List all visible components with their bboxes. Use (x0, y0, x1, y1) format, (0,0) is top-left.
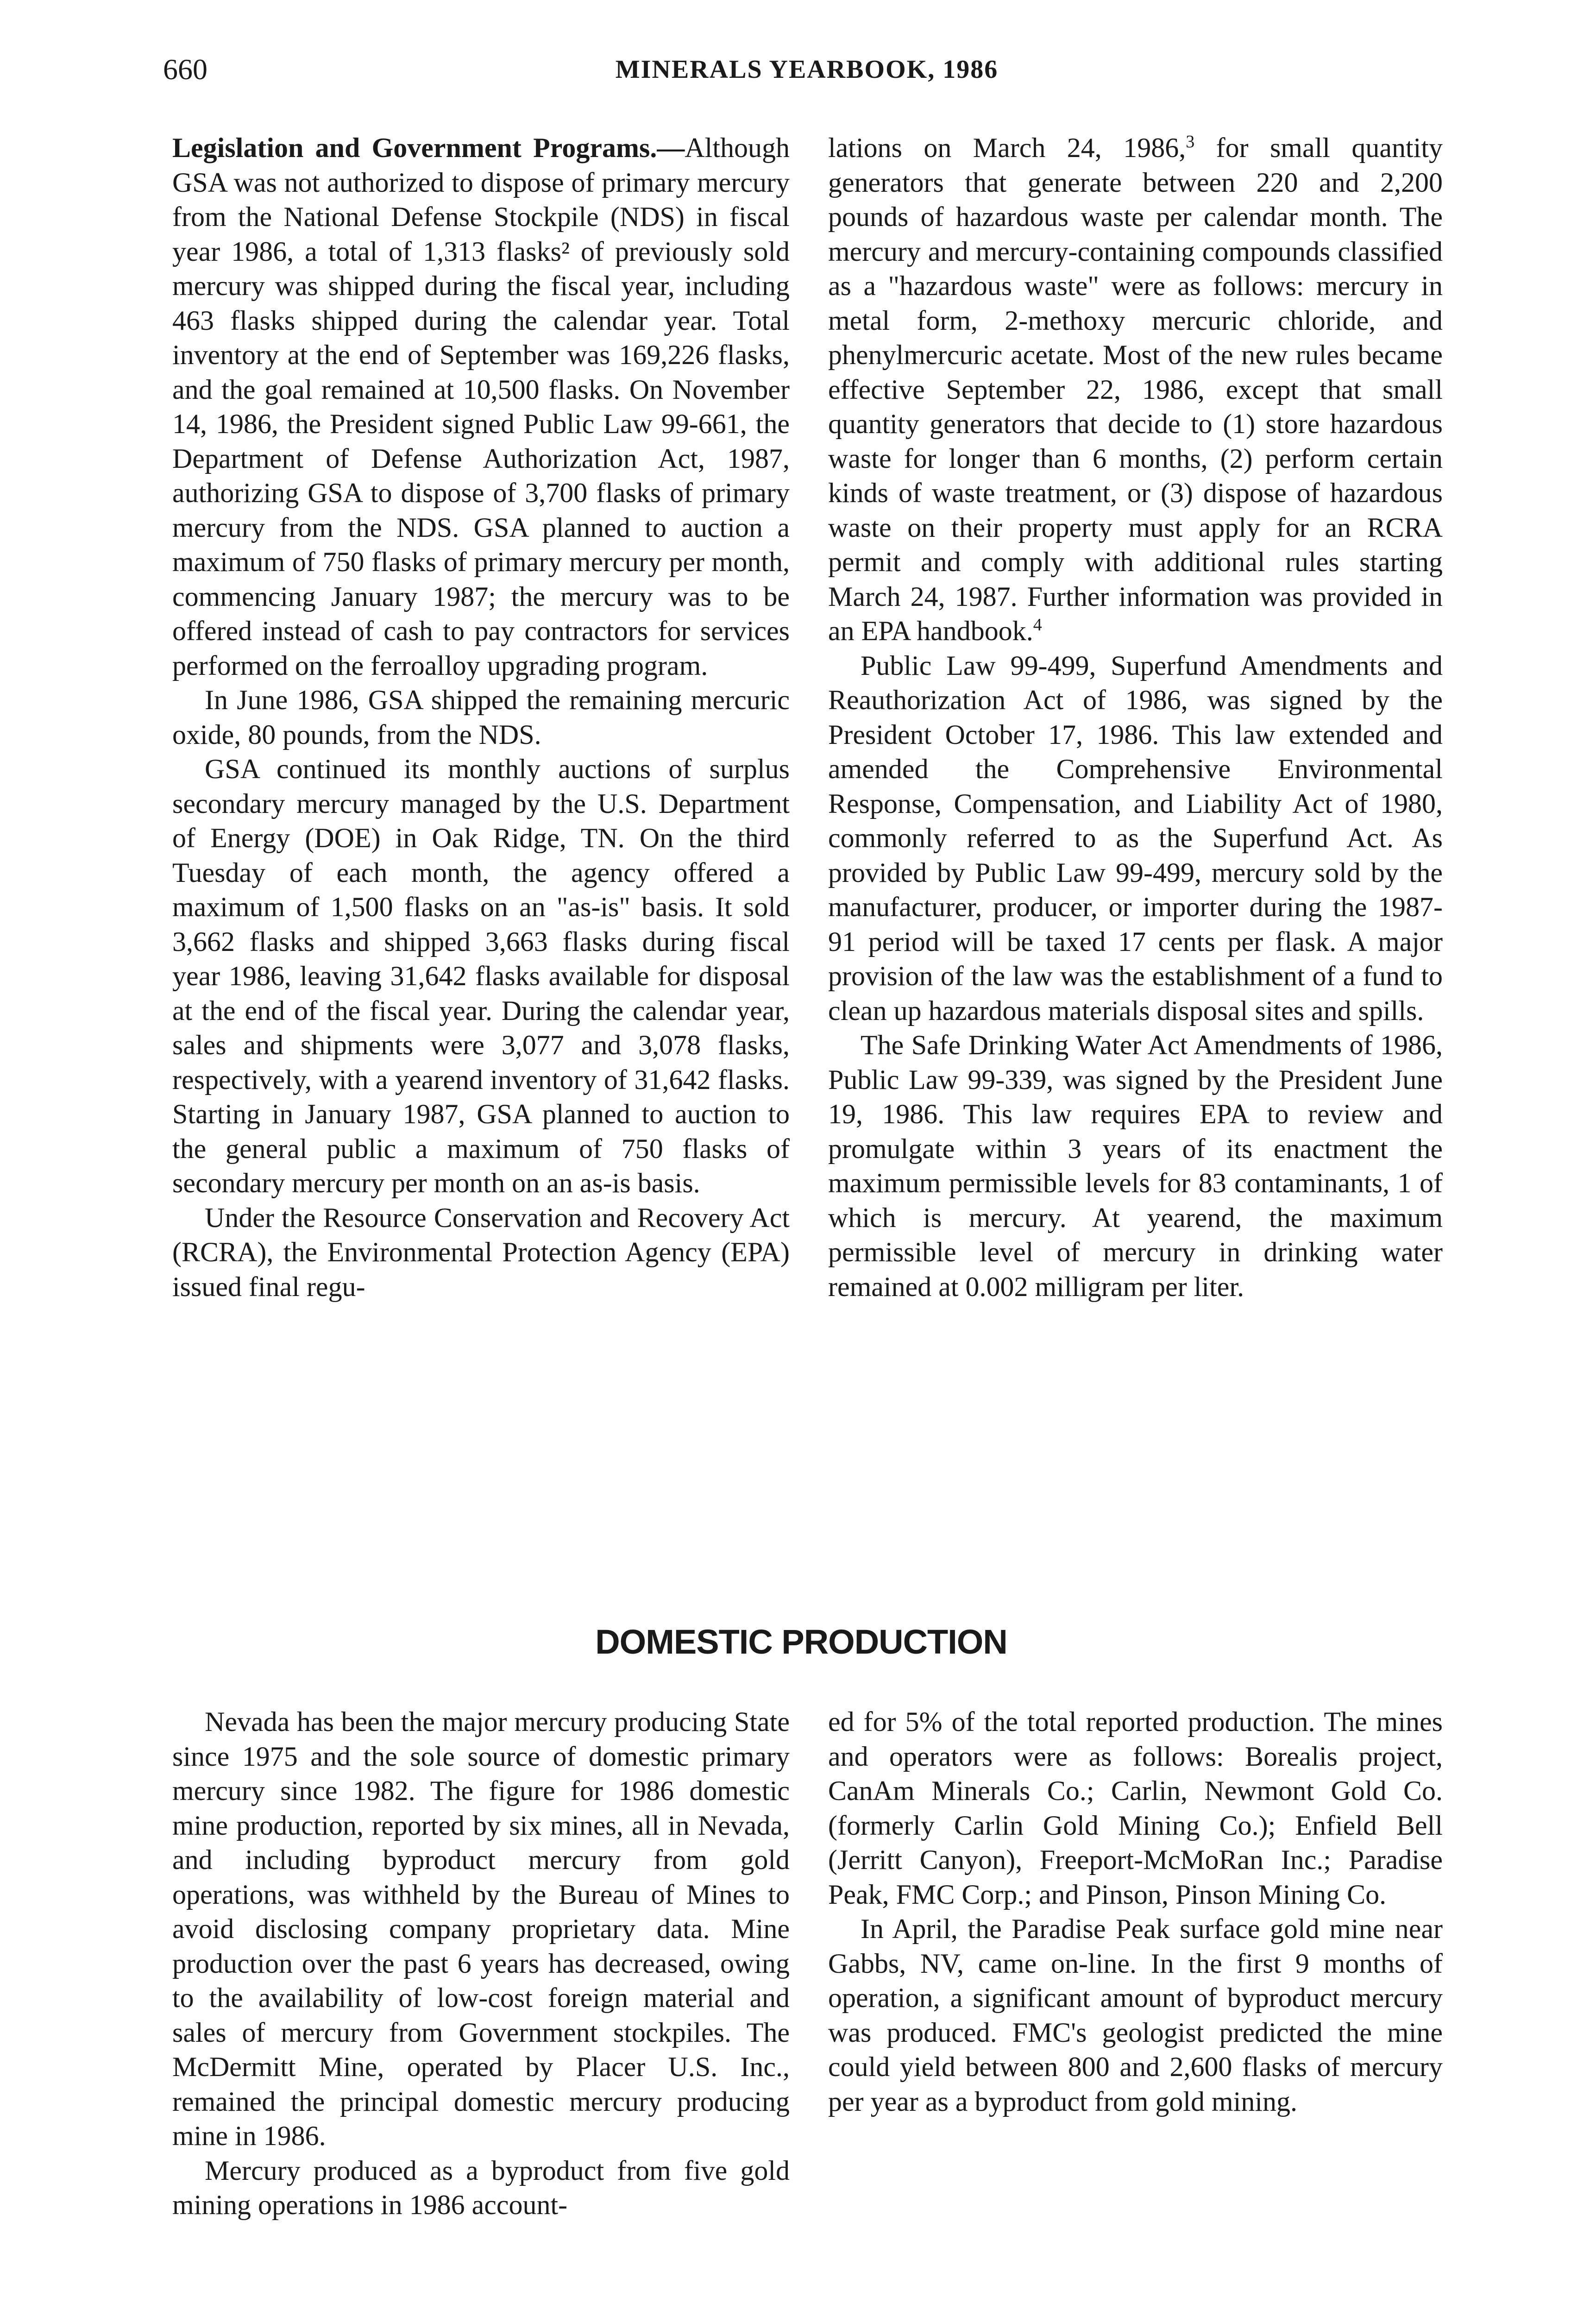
legislation-paragraph-3: GSA continued its monthly auctions of surplus secondary mercury managed by the U.S. Department of Energy (DOE) in Oak Ridge, TN. On the third Tuesday of each month, the agency offered a maximum of 1,500 flasks on an "as-is" basis. It sold 3,662 flasks and shipped 3,663 flasks during fiscal year 1986, leaving 31,642 flasks available for disposal at the end of the fiscal year. During the calendar year, sales and shipments were 3,077 and 3,078 flasks, respectively, with a yearend inventory of 31,642 flasks. Starting in January 1987, GSA planned to auction to the general public a maximum of 750 flasks of secondary mercury per month on an as-is basis. (172, 754, 790, 1198)
production-column-left (172, 1705, 790, 2222)
legislation-paragraph-2: In June 1986, GSA shipped the remaining mercuric oxide, 80 pounds, from the NDS. (172, 685, 790, 750)
footnote-ref-3: 3 (1186, 132, 1195, 151)
page-number: 660 (163, 53, 207, 86)
production-paragraph-1: Nevada has been the major mercury producing State since 1975 and the sole source of domestic primary mercury since 1982. The figure for 1986 domestic mine production, reported by six mines, all in Nevada, and including byproduct mercury from gold operations, was withheld by the Bureau of Mines to avoid disclosing company proprietary data. Mine production over the past 6 years has decreased, owing to the availability of low-cost foreign material and sales of mercury from Government stockpiles. The McDermitt Mine, operated by Placer U.S. Inc., remained the principal domestic mercury producing mine in 1986. (172, 1706, 790, 2151)
legislation-run-in-heading: Legislation and Government Programs.— (172, 132, 685, 163)
production-column-right (828, 1705, 1443, 2119)
legislation-paragraph-4-continued (828, 131, 1443, 648)
legislation-paragraph-6: The Safe Drinking Water Act Amendments of 1986, Public Law 99-339, was signed by the President June 19, 1986. This law requires EPA to review and promulgate within 3 years of its enactment the maximum permissible levels for 83 contaminants, 1 of which is mercury. At yearend, the maximum permissible level of mercury in drinking water remained at 0.002 milligram per liter. (828, 1030, 1443, 1302)
page-header (163, 47, 1029, 98)
legislation-column-left (172, 131, 790, 1304)
rcra-text-b: for small quantity generators that generate between 220 and 2,200 pounds of hazardous waste per calendar month. The mercury and mercury-containing compounds classified as a "hazardous waste" were as follows: mercury in metal form, 2-methoxy mercuric chloride, and phenylmercuric acetate. Most of the new rules became effective September 22, 1986, except that small quantity generators that decide to (1) store hazardous waste for longer than 6 months, (2) perform certain kinds of waste treatment, or (3) dispose of hazardous waste on their property must apply for an RCRA permit and comply with additional rules starting March 24, 1987. Further information was provided in an EPA handbook. (828, 132, 1443, 646)
rcra-text-a: lations on March 24, 1986, (828, 132, 1186, 163)
section-heading-domestic-production: DOMESTIC PRODUCTION (595, 1623, 1007, 1661)
legislation-paragraph-4: Under the Resource Conservation and Recovery Act (RCRA), the Environmental Protection Agency (EPA) issued final regu- (172, 1202, 790, 1302)
legislation-paragraph-1-text: Although GSA was not authorized to dispose of primary mercury from the National Defense Stockpile (NDS) in fiscal year 1986, a total of 1,313 flasks² of previously sold mercury was shipped during the fiscal year, including 463 flasks shipped during the calendar year. Total inventory at the end of September was 169,226 flasks, and the goal remained at 10,500 flasks. On November 14, 1986, the President signed Public Law 99-661, the Department of Defense Authorization Act, 1987, authorizing GSA to dispose of 3,700 flasks of primary mercury from the NDS. GSA planned to auction a maximum of 750 flasks of primary mercury per month, commencing January 1987; the mercury was to be offered instead of cash to pay contractors for services performed on the ferroalloy upgrading program. (172, 132, 790, 681)
production-paragraph-2: Mercury produced as a byproduct from five gold mining operations in 1986 account- (172, 2155, 790, 2220)
footnote-ref-4: 4 (1033, 615, 1042, 635)
legislation-paragraph-5: Public Law 99-499, Superfund Amendments and Reauthorization Act of 1986, was signed by the President October 17, 1986. This law extended and amended the Comprehensive Environmental Response, Compensation, and Liability Act of 1980, commonly referred to as the Superfund Act. As provided by Public Law 99-499, mercury sold by the manufacturer, producer, or importer during the 1987-91 period will be taxed 17 cents per flask. A major provision of the law was the establishment of a fund to clean up hazardous materials disposal sites and spills. (828, 650, 1443, 1026)
production-paragraph-3: In April, the Paradise Peak surface gold mine near Gabbs, NV, came on-line. In the first 9 months of operation, a significant amount of byproduct mercury was produced. FMC's geologist predicted the mine could yield between 800 and 2,600 flasks of mercury per year as a byproduct from gold mining. (828, 1913, 1443, 2117)
legislation-column-right (828, 131, 1443, 1304)
legislation-paragraph-1 (172, 131, 790, 683)
production-paragraph-2-continued: ed for 5% of the total reported production. The mines and operators were as follows: Borealis project, CanAm Minerals Co.; Carlin, Newmont Gold Co. (formerly Carlin Gold Mining Co.); Enfield Bell (Jerritt Canyon), Freeport-McMoRan Inc.; Paradise Peak, FMC Corp.; and Pinson, Pinson Mining Co. (828, 1706, 1443, 1910)
running-title: MINERALS YEARBOOK, 1986 (615, 55, 999, 84)
